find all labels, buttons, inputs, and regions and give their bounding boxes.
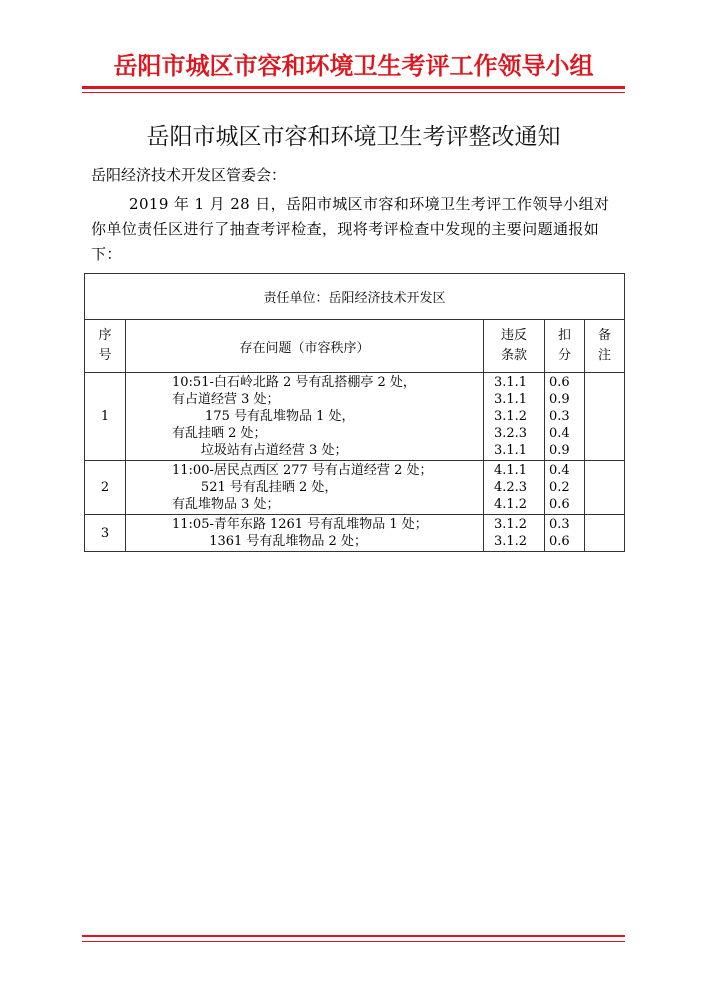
issue-cell: [126, 373, 484, 461]
body-paragraph: [91, 192, 615, 267]
issue-line: 有乱挂晒 2 处；: [172, 426, 267, 441]
rule-value: 3.1.1: [494, 443, 528, 458]
issue-cell: [126, 461, 484, 515]
deduct-value: 0.9: [549, 392, 570, 407]
rule-value: 4.2.3: [494, 480, 528, 495]
rule-value: 4.1.1: [494, 463, 528, 478]
deduct-value: 0.4: [549, 463, 570, 478]
issue-line: 有占道经营 3 处；: [172, 392, 280, 407]
body-text: 2019 年 1 月 28 日，岳阳市城区市容和环境卫生考评工作领导小组对你单位责任区进行了抽查考评检查，现将考评检查中发现的主要问题通报如下：: [91, 195, 610, 263]
issues-table: [84, 273, 625, 552]
addressee: 岳阳经济技术开发区管委会：: [91, 166, 287, 184]
rule-value: 3.2.3: [494, 426, 528, 441]
table-row: [85, 373, 625, 461]
row-number: 1: [85, 373, 126, 461]
note-cell: [585, 461, 625, 515]
table-row: [85, 461, 625, 515]
issue-line: 11:05-青年东路 1261 号有乱堆物品 1 处；: [172, 517, 428, 532]
deduct-value: 0.2: [549, 480, 570, 495]
header-deduct-label: 扣分: [557, 328, 571, 363]
footer-divider-thick: [82, 935, 625, 937]
table-row: [85, 515, 625, 552]
deduct-value: 0.3: [549, 517, 570, 532]
header-rule: [484, 320, 545, 373]
issue-line: 521 号有乱挂晒 2 处，: [172, 480, 338, 495]
rule-value: 3.1.2: [494, 409, 528, 424]
rule-cell: [484, 515, 545, 552]
header-issue: 存在问题（市容秩序）: [126, 320, 484, 373]
issue-line: 垃圾站有占道经营 3 处；: [172, 443, 348, 458]
table-body: [85, 373, 625, 552]
header-note-label: 备注: [598, 328, 612, 363]
rule-cell: [484, 461, 545, 515]
row-number: 2: [85, 461, 126, 515]
issue-cell: [126, 515, 484, 552]
issue-line: 11:00-居民点西区 277 号有占道经营 2 处；: [172, 463, 433, 478]
rule-value: 3.1.2: [494, 517, 528, 532]
deduct-cell: [545, 373, 585, 461]
deduct-cell: [545, 461, 585, 515]
rule-value: 4.1.2: [494, 497, 528, 512]
issue-line: 175 号有乱堆物品 1 处，: [172, 409, 355, 424]
header-deduct: [545, 320, 585, 373]
issue-line: 10:51-白石岭北路 2 号有乱搭棚亭 2 处，: [172, 375, 416, 390]
deduct-value: 0.6: [549, 497, 570, 512]
rule-value: 3.1.1: [494, 392, 528, 407]
rule-value: 3.1.2: [494, 534, 528, 549]
header-note: [585, 320, 625, 373]
rule-value: 3.1.1: [494, 375, 528, 390]
note-cell: [585, 515, 625, 552]
header-no-label: 序号: [98, 328, 112, 363]
header-rule-label: 违反条款: [500, 328, 527, 363]
footer-divider-thin: [82, 941, 625, 942]
row-number: 3: [85, 515, 126, 552]
header-no: [85, 320, 126, 373]
letterhead-title: 岳阳市城区市容和环境卫生考评工作领导小组: [113, 52, 594, 80]
rule-cell: [484, 373, 545, 461]
deduct-cell: [545, 515, 585, 552]
deduct-value: 0.9: [549, 443, 570, 458]
letterhead-divider-thin: [82, 92, 625, 93]
issue-line: 1361 号有乱堆物品 2 处；: [172, 534, 367, 549]
responsible-unit-row: 责任单位：岳阳经济技术开发区: [85, 274, 625, 320]
note-cell: [585, 373, 625, 461]
deduct-value: 0.6: [549, 375, 570, 390]
issue-line: 有乱堆物品 3 处；: [172, 497, 280, 512]
deduct-value: 0.6: [549, 534, 570, 549]
letterhead-divider-thick: [82, 86, 625, 89]
deduct-value: 0.3: [549, 409, 570, 424]
notice-title: 岳阳市城区市容和环境卫生考评整改通知: [146, 124, 561, 150]
deduct-value: 0.4: [549, 426, 570, 441]
